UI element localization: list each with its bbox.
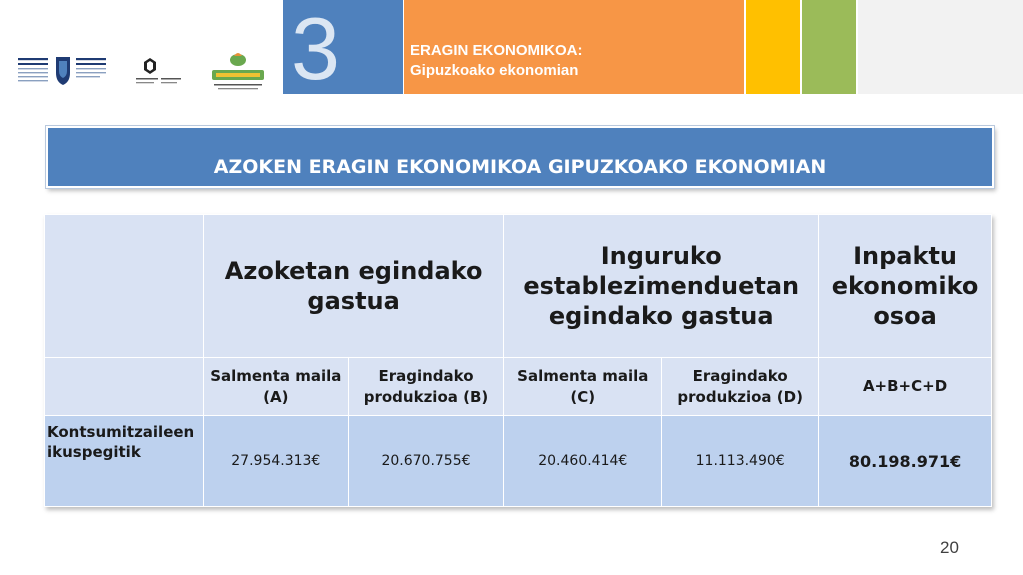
value-production-d: 11.113.490€ bbox=[662, 416, 819, 507]
upv-ehu-logo bbox=[134, 56, 184, 88]
subheader-sales-c: Salmenta maila (C) bbox=[504, 358, 662, 416]
section-title-block bbox=[404, 0, 744, 94]
value-sales-a: 27.954.313€ bbox=[203, 416, 348, 507]
slide-title: AZOKEN ERAGIN EKONOMIKOA GIPUZKOAKO EKONOMIAN bbox=[213, 156, 827, 178]
economic-impact-table bbox=[44, 214, 992, 507]
section-title-line1: ERAGIN EKONOMIKOA: bbox=[410, 42, 583, 59]
value-total: 80.198.971€ bbox=[819, 416, 992, 507]
table-row bbox=[45, 416, 992, 507]
subheader-sales-a: Salmenta maila (A) bbox=[203, 358, 348, 416]
green-accent-block bbox=[802, 0, 856, 94]
value-sales-c: 20.460.414€ bbox=[504, 416, 662, 507]
row-label: Kontsumitzaileen ikuspegitik bbox=[45, 416, 204, 507]
column-group-nearby-spending: Inguruko establezimenduetan egindako gastua bbox=[504, 215, 819, 358]
value-production-b: 20.670.755€ bbox=[348, 416, 504, 507]
yellow-accent-block bbox=[746, 0, 800, 94]
grey-accent-block bbox=[858, 0, 1023, 94]
slide-header bbox=[0, 0, 1023, 94]
table-subheader-empty-cell bbox=[45, 358, 204, 416]
gipuzkoa-foru-aldundia-logo bbox=[18, 54, 108, 90]
section-number-block bbox=[283, 0, 403, 94]
subheader-production-d: Eragindako produkzioa (D) bbox=[662, 358, 819, 416]
table-corner-cell bbox=[45, 215, 204, 358]
page-number: 20 bbox=[940, 538, 959, 557]
logo-strip bbox=[0, 0, 283, 94]
slide-title-banner bbox=[46, 126, 994, 188]
column-group-fair-spending: Azoketan egindako gastua bbox=[203, 215, 503, 358]
landaola-logo bbox=[208, 52, 268, 92]
subheader-production-b: Eragindako produkzioa (B) bbox=[348, 358, 504, 416]
subheader-total: A+B+C+D bbox=[819, 358, 992, 416]
column-group-total-impact: Inpaktu ekonomiko osoa bbox=[819, 215, 992, 358]
table-header-row bbox=[45, 215, 992, 358]
section-number: 3 bbox=[291, 0, 340, 94]
section-title-line2: Gipuzkoako ekonomian bbox=[410, 62, 579, 79]
table-subheader-row bbox=[45, 358, 992, 416]
